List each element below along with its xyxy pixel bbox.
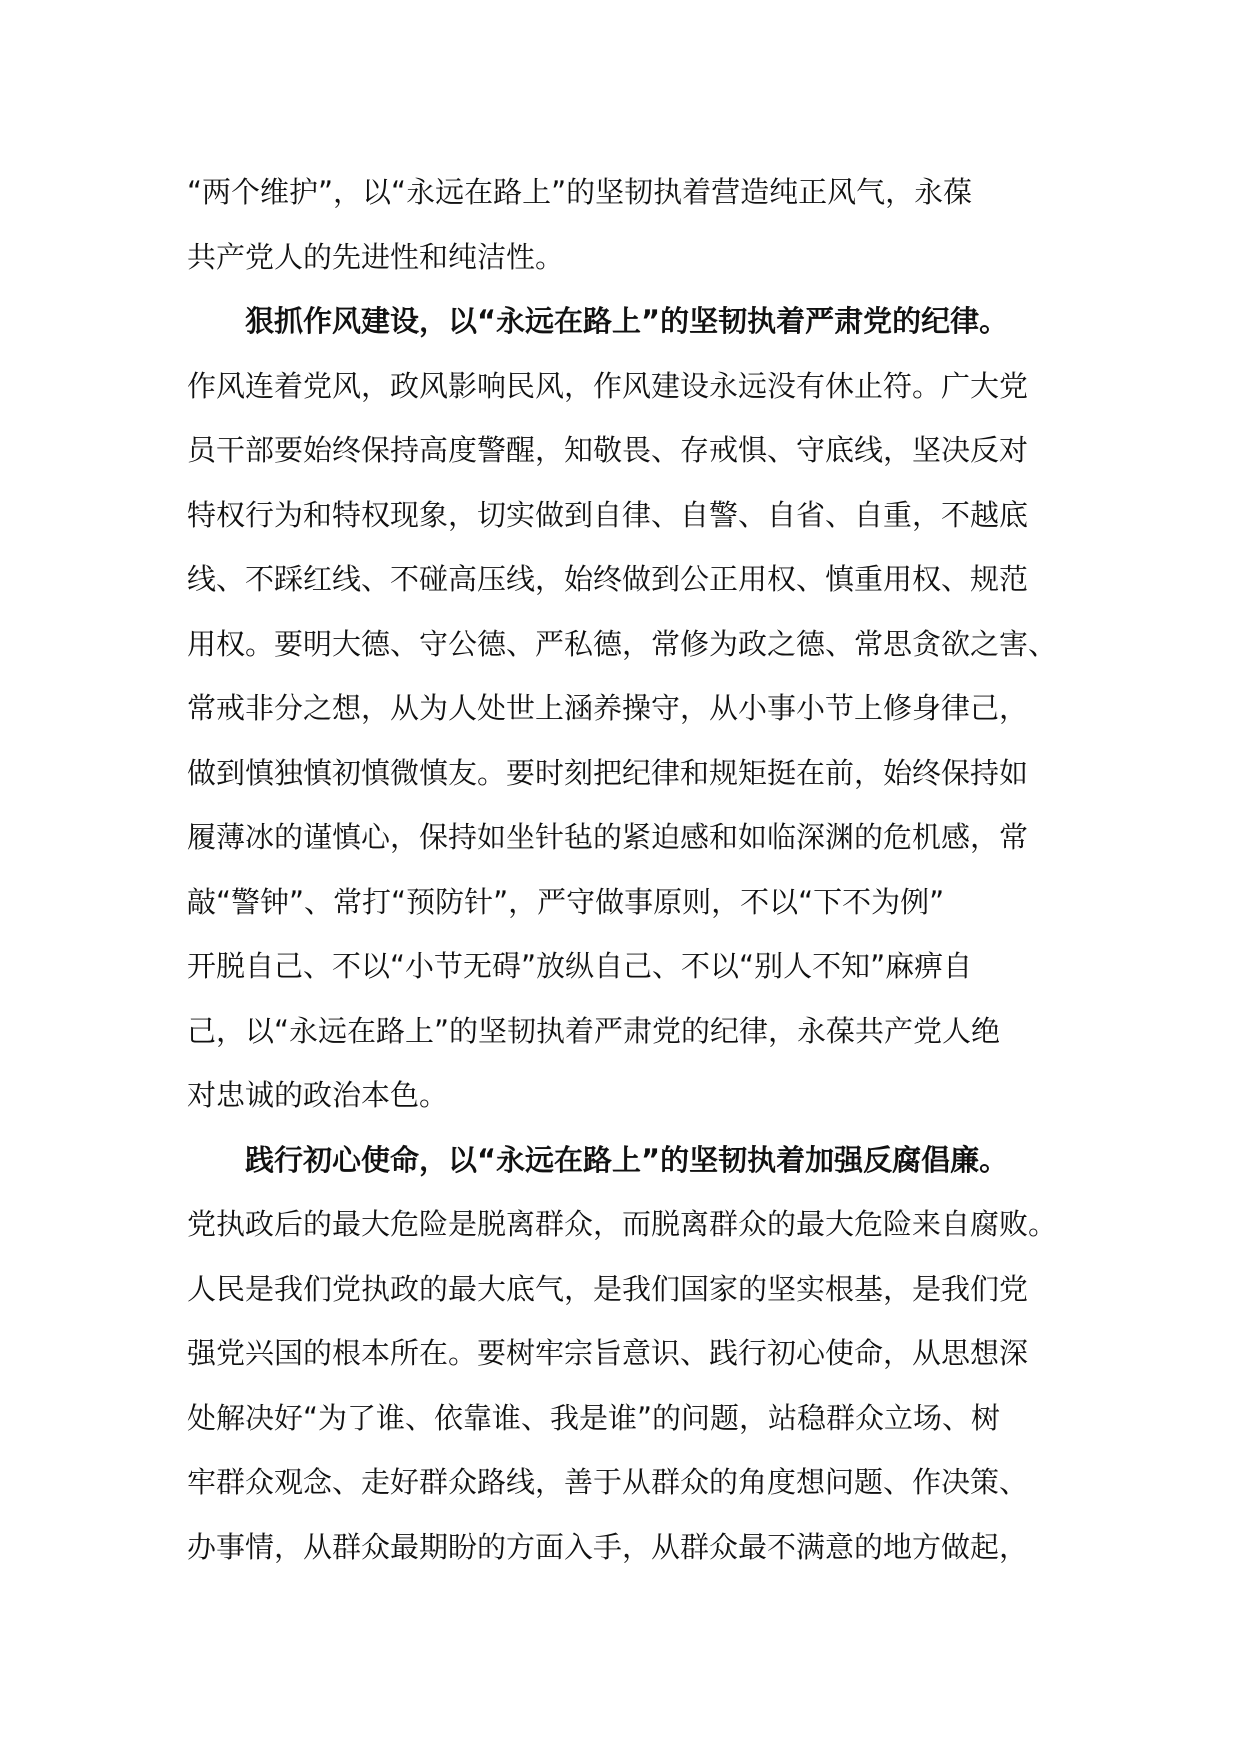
body-text-line: 人民是我们党执政的最大底气，是我们国家的坚实根基，是我们党 — [187, 1272, 1029, 1306]
body-text-line: 特权行为和特权现象，切实做到自律、自警、自省、自重，不越底 — [187, 498, 1029, 532]
body-text-line: 强党兴国的根本所在。要树牢宗旨意识、践行初心使命，从思想深 — [187, 1336, 1029, 1370]
body-text-line: 常戒非分之想，从为人处世上涵养操守，从小事小节上修身律己， — [187, 691, 1029, 725]
body-text-line: 开脱自己、不以“小节无碍”放纵自己、不以“别人不知”麻痹自 — [187, 949, 973, 983]
body-text-line: 对忠诚的政治本色。 — [187, 1078, 449, 1112]
body-text-line: 己，以“永远在路上”的坚韧执着严肃党的纪律，永葆共产党人绝 — [187, 1014, 1001, 1048]
body-text-line: “两个维护”，以“永远在路上”的坚韧执着营造纯正风气，永葆 — [187, 175, 973, 209]
body-text-line: 党执政后的最大危险是脱离群众，而脱离群众的最大危险来自腐败。 — [187, 1207, 1058, 1241]
body-text-line: 处解决好“为了谁、依靠谁、我是谁”的问题，站稳群众立场、树 — [187, 1401, 1001, 1435]
body-text-line: 牢群众观念、走好群众路线，善于从群众的角度想问题、作决策、 — [187, 1465, 1029, 1499]
body-text-line: 共产党人的先进性和纯洁性。 — [187, 240, 565, 274]
body-text-line: 作风连着党风，政风影响民风，作风建设永远没有休止符。广大党 — [187, 369, 1029, 403]
section-heading: 践行初心使命，以“永远在路上”的坚韧执着加强反腐倡廉。 — [245, 1143, 1009, 1177]
body-text-line: 办事情，从群众最期盼的方面入手，从群众最不满意的地方做起， — [187, 1530, 1029, 1564]
body-text-line: 用权。要明大德、守公德、严私德，常修为政之德、常思贪欲之害、 — [187, 627, 1058, 661]
section-heading: 狠抓作风建设，以“永远在路上”的坚韧执着严肃党的纪律。 — [245, 304, 1009, 338]
body-text-line: 履薄冰的谨慎心，保持如坐针毡的紧迫感和如临深渊的危机感，常 — [187, 820, 1029, 854]
body-text-line: 敲“警钟”、常打“预防针”，严守做事原则，不以“下不为例” — [187, 885, 945, 919]
body-text-line: 做到慎独慎初慎微慎友。要时刻把纪律和规矩挺在前，始终保持如 — [187, 756, 1029, 790]
body-text-line: 员干部要始终保持高度警醒，知敬畏、存戒惧、守底线，坚决反对 — [187, 433, 1029, 467]
body-text-line: 线、不踩红线、不碰高压线，始终做到公正用权、慎重用权、规范 — [187, 562, 1029, 596]
